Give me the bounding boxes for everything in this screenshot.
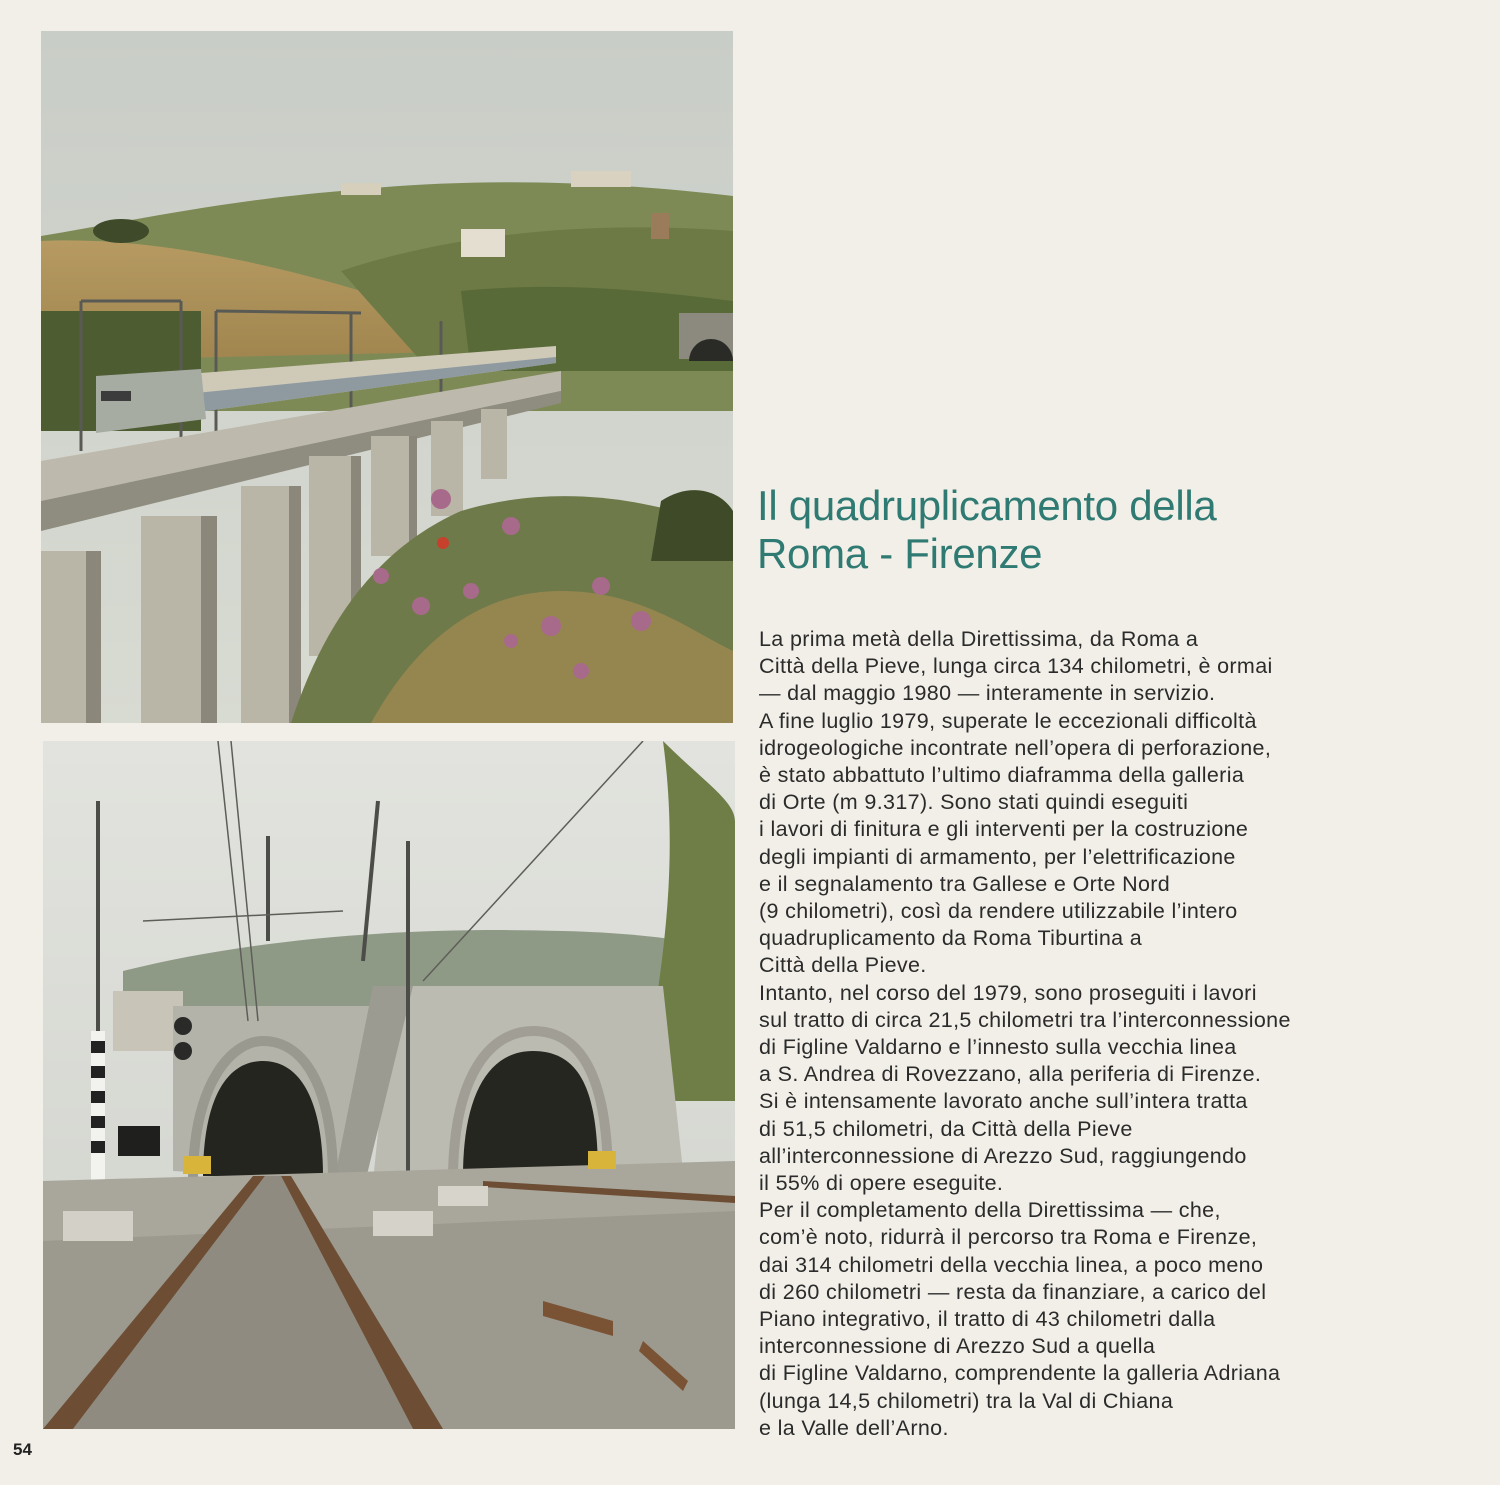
body-line: Intanto, nel corso del 1979, sono proseguiti i lavori bbox=[759, 980, 1257, 1005]
body-line: e il segnalamento tra Gallese e Orte Nord bbox=[759, 871, 1171, 896]
body-line: di Orte (m 9.317). Sono stati quindi eseguiti bbox=[759, 790, 1189, 815]
body-line: idrogeologiche incontrate nell’opera di perforazione, bbox=[759, 735, 1272, 760]
body-line: — dal maggio 1980 — interamente in servizio. bbox=[759, 681, 1216, 706]
body-line: di 51,5 chilometri, da Città della Pieve bbox=[759, 1116, 1133, 1141]
article-title bbox=[757, 482, 1477, 578]
body-line: il 55% di opere eseguite. bbox=[759, 1171, 1004, 1196]
body-line: Si è intensamente lavorato anche sull’intera tratta bbox=[759, 1089, 1248, 1114]
body-line: (9 chilometri), così da rendere utilizzabile l’intero bbox=[759, 899, 1238, 924]
body-line: dai 314 chilometri della vecchia linea, a poco meno bbox=[759, 1252, 1264, 1277]
body-line: Per il completamento della Direttissima — che, bbox=[759, 1198, 1221, 1223]
body-line: di Figline Valdarno, comprendente la galleria Adriana bbox=[759, 1361, 1281, 1386]
article-body bbox=[759, 626, 1479, 1442]
body-line: La prima metà della Direttissima, da Roma a bbox=[759, 627, 1199, 651]
body-line: Città della Pieve. bbox=[759, 953, 927, 978]
body-line: di 260 chilometri — resta da finanziare, a carico del bbox=[759, 1279, 1267, 1304]
body-line: A fine luglio 1979, superate le eccezionali difficoltà bbox=[759, 708, 1257, 733]
body-line: Città della Pieve, lunga circa 134 chilometri, è ormai bbox=[759, 654, 1273, 679]
body-line: di Figline Valdarno e l’innesto sulla vecchia linea bbox=[759, 1035, 1237, 1060]
body-line: (lunga 14,5 chilometri) tra la Val di Chiana bbox=[759, 1388, 1174, 1413]
body-line: e la Valle dell’Arno. bbox=[759, 1415, 949, 1440]
body-line: Piano integrativo, il tratto di 43 chilometri dalla bbox=[759, 1307, 1216, 1332]
body-line: quadruplicamento da Roma Tiburtina a bbox=[759, 926, 1143, 951]
body-line: com’è noto, ridurrà il percorso tra Roma e Firenze, bbox=[759, 1225, 1258, 1250]
viaduct-train-illustration bbox=[41, 31, 733, 723]
title-line: Il quadruplicamento della bbox=[757, 482, 1217, 529]
page-number: 54 bbox=[13, 1440, 32, 1459]
body-line: interconnessione di Arezzo Sud a quella bbox=[759, 1334, 1156, 1359]
title-line: Roma - Firenze bbox=[757, 530, 1043, 577]
body-line: è stato abbattuto l’ultimo diaframma della galleria bbox=[759, 763, 1245, 788]
body-line: all’interconnessione di Arezzo Sud, raggiungendo bbox=[759, 1143, 1247, 1168]
body-line: degli impianti di armamento, per l’elettrificazione bbox=[759, 844, 1236, 869]
body-line: sul tratto di circa 21,5 chilometri tra l’interconnessione bbox=[759, 1007, 1291, 1032]
viaduct-train-photo bbox=[41, 31, 733, 723]
tunnel-portals-illustration bbox=[43, 741, 735, 1429]
body-line: i lavori di finitura e gli interventi per la costruzione bbox=[759, 817, 1249, 842]
tunnel-portals-photo bbox=[43, 741, 735, 1429]
body-line: a S. Andrea di Rovezzano, alla periferia di Firenze. bbox=[759, 1062, 1262, 1087]
